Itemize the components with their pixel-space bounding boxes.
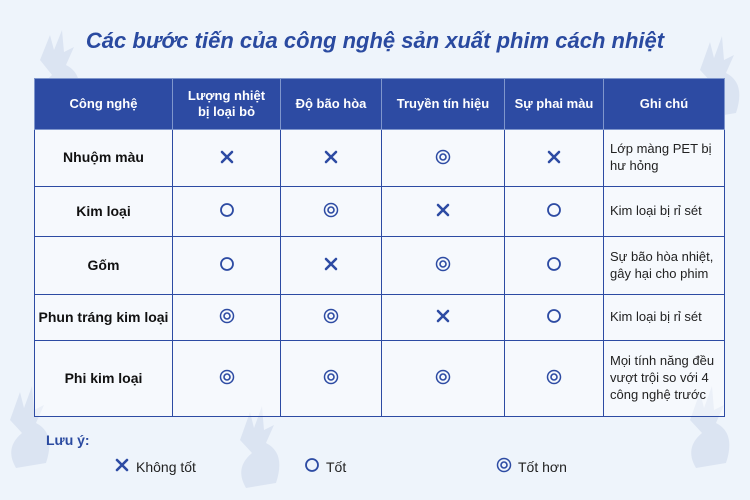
technology-name: Nhuộm màu [35, 130, 173, 187]
table-row [35, 187, 725, 237]
rating-cell [382, 295, 505, 341]
legend-item-good [304, 457, 346, 476]
rating-icon [435, 149, 451, 168]
rating-icon [323, 256, 339, 275]
note-cell: Sự bão hòa nhiệt, gây hại cho phim [604, 237, 725, 295]
note-cell: Lớp màng PET bị hư hỏng [604, 130, 725, 187]
legend-label: Lưu ý: [46, 432, 90, 448]
rating-icon [219, 202, 235, 221]
legend-text: Tốt hơn [518, 458, 567, 475]
technology-name: Phun tráng kim loại [35, 295, 173, 341]
rating-icon [323, 149, 339, 168]
rating-icon [546, 369, 562, 388]
table-header-row [35, 79, 725, 130]
column-header: Lượng nhiệt bị loại bỏ [173, 79, 281, 130]
technology-name: Gốm [35, 237, 173, 295]
column-header: Truyền tín hiệu [382, 79, 505, 130]
rating-cell [505, 295, 604, 341]
rating-icon [219, 308, 235, 327]
rating-cell [281, 130, 382, 187]
rating-icon [323, 202, 339, 221]
circle-icon [304, 457, 320, 476]
table-row [35, 295, 725, 341]
rating-cell [173, 187, 281, 237]
note-cell: Kim loại bị rỉ sét [604, 187, 725, 237]
rating-cell [382, 237, 505, 295]
rating-cell [505, 237, 604, 295]
page-title: Các bước tiến của công nghệ sản xuất phim cách nhiệt [85, 28, 665, 53]
column-header: Sự phai màu [505, 79, 604, 130]
rating-icon [546, 256, 562, 275]
technology-name: Kim loại [35, 187, 173, 237]
rating-icon [219, 149, 235, 168]
rating-cell [505, 341, 604, 417]
legend-text: Tốt [326, 458, 347, 475]
note-cell: Kim loại bị rỉ sét [604, 295, 725, 341]
double-circle-icon [496, 457, 512, 476]
rating-cell [281, 237, 382, 295]
rating-icon [435, 202, 451, 221]
rating-cell [382, 130, 505, 187]
technology-name: Phi kim loại [35, 341, 173, 417]
rating-cell [173, 237, 281, 295]
rating-cell [173, 341, 281, 417]
rating-cell [382, 341, 505, 417]
technology-comparison-table [34, 78, 725, 417]
legend-text: Không tốt [136, 458, 196, 475]
legend-item-bad [114, 457, 196, 476]
legend-item-better [496, 457, 567, 476]
rating-icon [435, 369, 451, 388]
rating-icon [435, 256, 451, 275]
rating-icon [546, 202, 562, 221]
rating-icon [219, 256, 235, 275]
column-header: Độ bão hòa [281, 79, 382, 130]
rating-cell [173, 130, 281, 187]
rating-icon [435, 308, 451, 327]
rating-cell [281, 187, 382, 237]
rating-cell [173, 295, 281, 341]
table-row [35, 130, 725, 187]
table-row [35, 341, 725, 417]
rating-icon [323, 308, 339, 327]
rating-cell [382, 187, 505, 237]
rating-icon [546, 149, 562, 168]
rating-cell [505, 130, 604, 187]
rating-icon [546, 308, 562, 327]
note-cell: Mọi tính năng đều vượt trội so với 4 công nghệ trước [604, 341, 725, 417]
column-header: Công nghệ [35, 79, 173, 130]
rating-icon [219, 369, 235, 388]
x-mark-icon [114, 457, 130, 476]
rating-cell [281, 295, 382, 341]
rating-cell [505, 187, 604, 237]
table-row [35, 237, 725, 295]
rating-icon [323, 369, 339, 388]
column-header: Ghi chú [604, 79, 725, 130]
rating-cell [281, 341, 382, 417]
